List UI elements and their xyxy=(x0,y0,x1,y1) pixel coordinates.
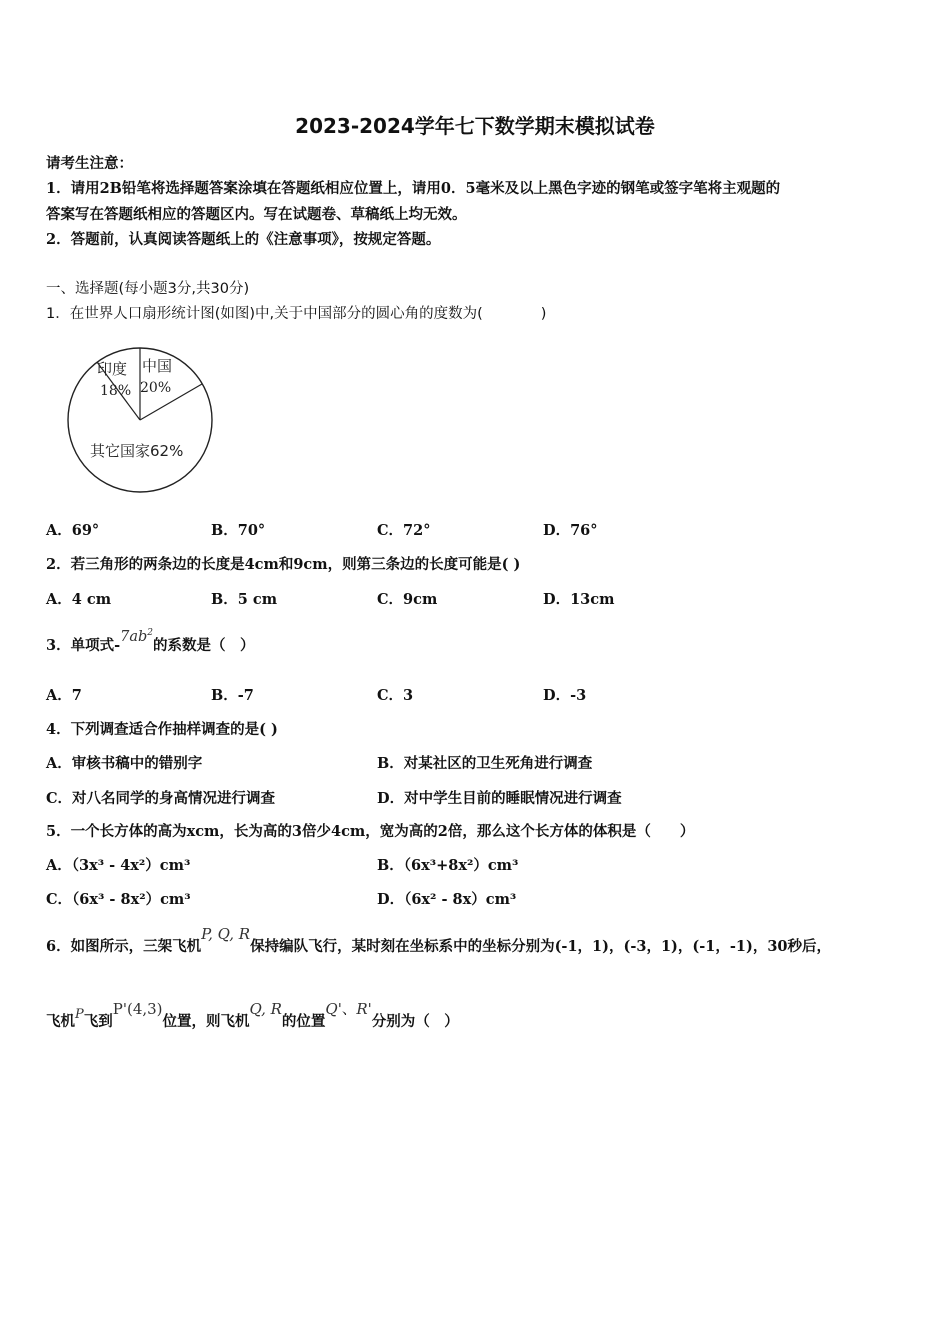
section-heading: 一、选择题(每小题3分,共30分) xyxy=(46,281,250,297)
pie-value-india: 18% xyxy=(100,383,132,399)
q1-stem: 1．在世界人口扇形统计图(如图)中,关于中国部分的圆心角的度数为( ) xyxy=(46,306,547,322)
q1-option-d: D．76° xyxy=(543,522,598,539)
pie-value-china: 20% xyxy=(140,380,172,396)
pie-label-china: 中国 xyxy=(142,357,173,375)
q6-line-2 xyxy=(46,1000,459,1031)
q2-stem: 2．若三角形的两条边的长度是4cm和9cm，则第三条边的长度可能是( ) xyxy=(46,556,521,573)
q3-option-d: D．-3 xyxy=(543,687,587,704)
q4-stem: 4．下列调查适合作抽样调查的是( ) xyxy=(46,721,278,738)
q2-option-b: B．5 cm xyxy=(211,591,278,608)
q3-stem-prefix: 3．单项式- xyxy=(46,637,121,654)
q1-option-b: B．70° xyxy=(211,522,266,539)
q5-option-c: C．（6x³ - 8x²）cm³ xyxy=(46,891,191,908)
q1-option-a: A．69° xyxy=(46,522,100,539)
q2-option-a: A．4 cm xyxy=(46,591,112,608)
q3-option-b: B．-7 xyxy=(211,687,254,704)
q6-plane-p: P xyxy=(75,1007,84,1022)
q5-option-b: B．（6x³+8x²）cm³ xyxy=(377,857,519,874)
page-title: 2023-2024学年七下数学期末模拟试卷 xyxy=(295,114,655,138)
pie-label-india: 印度 xyxy=(97,360,128,378)
q4-option-c: C．对八名同学的身高情况进行调查 xyxy=(46,790,276,807)
q6-separator: 、 xyxy=(341,1002,357,1018)
q3-monomial xyxy=(120,629,153,645)
q6-text-a: 6．如图所示，三架飞机 xyxy=(46,938,202,955)
q3-option-c: C．3 xyxy=(377,687,414,704)
q3-monomial-base: 7ab xyxy=(120,629,148,645)
pie-chart xyxy=(60,340,220,500)
q3-stem-suffix: 的系数是（ ） xyxy=(153,637,255,654)
q6-text-c: 飞机 xyxy=(46,1013,75,1030)
q6-line-1 xyxy=(46,925,832,956)
q6-text-f: 的位置 xyxy=(281,1013,326,1030)
q5-option-a: A．（3x³ - 4x²）cm³ xyxy=(46,857,191,874)
q2-option-c: C．9cm xyxy=(377,591,438,608)
q6-planes-pqr: P, Q, R xyxy=(201,925,251,943)
notice-line-3: 2．答题前，认真阅读答题纸上的《注意事项》，按规定答题。 xyxy=(46,231,441,248)
q6-text-g: 分别为（ ） xyxy=(371,1013,459,1030)
q6-p-prime: P'(4,3) xyxy=(112,1000,163,1018)
q6-q-prime: Q' xyxy=(325,1000,342,1018)
q6-text-d: 飞到 xyxy=(83,1013,113,1030)
pie-label-other: 其它国家62% xyxy=(90,442,184,460)
q6-r-prime: R' xyxy=(356,1000,372,1018)
notice-heading: 请考生注意： xyxy=(46,155,133,172)
q6-text-e: 位置，则飞机 xyxy=(162,1013,250,1030)
q5-option-d: D．（6x² - 8x）cm³ xyxy=(377,891,517,908)
q4-option-b: B．对某社区的卫生死角进行调查 xyxy=(377,755,593,772)
notice-line-2: 答案写在答题纸相应的答题区内。写在试题卷、草稿纸上均无效。 xyxy=(46,206,467,223)
q3-stem xyxy=(46,628,255,655)
q4-option-a: A．审核书稿中的错别字 xyxy=(46,755,203,772)
q1-option-c: C．72° xyxy=(377,522,431,539)
q3-option-a: A．7 xyxy=(46,687,82,704)
q3-monomial-exponent: 2 xyxy=(147,628,153,639)
q2-option-d: D．13cm xyxy=(543,591,615,608)
q6-text-b: 保持编队飞行，某时刻在坐标系中的坐标分别为(-1，1)，(-3，1)，(-1，-1)，30秒后， xyxy=(250,938,832,955)
q6-planes-qr: Q, R xyxy=(249,1000,282,1018)
q4-option-d: D．对中学生目前的睡眠情况进行调查 xyxy=(377,790,622,807)
notice-line-1: 1．请用2B铅笔将选择题答案涂填在答题纸相应位置上，请用0．5毫米及以上黑色字迹的钢笔或签字笔将主观题的 xyxy=(46,180,781,197)
q5-stem: 5．一个长方体的高为xcm，长为高的3倍少4cm，宽为高的2倍，那么这个长方体的体积是（ ） xyxy=(46,823,695,840)
